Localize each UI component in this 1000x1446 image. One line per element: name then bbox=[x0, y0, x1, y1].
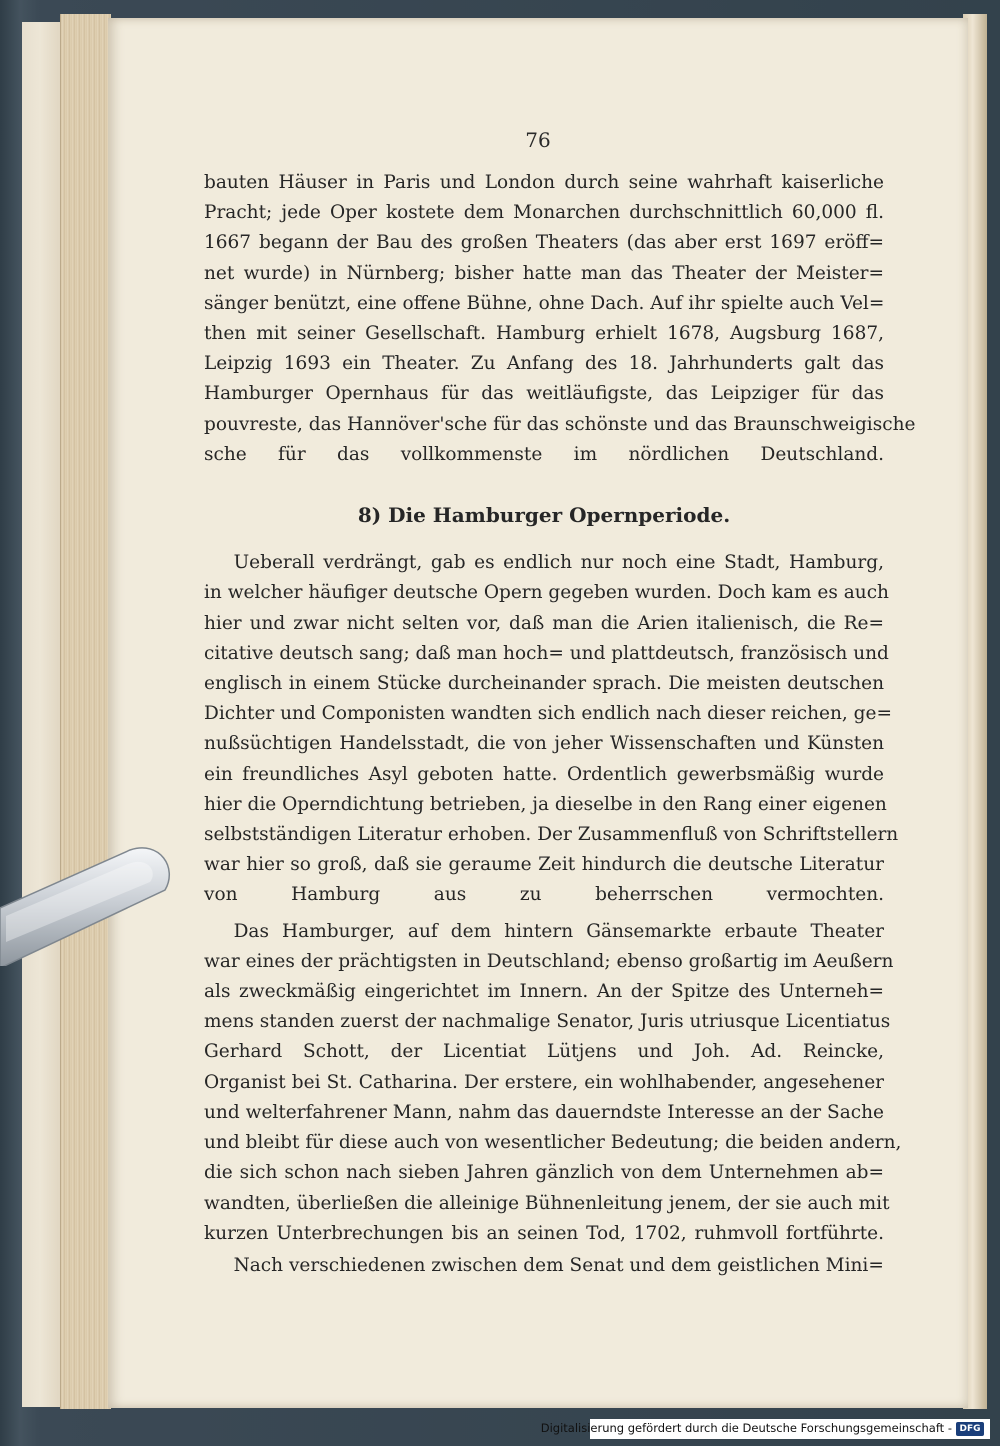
text-line: englisch in einem Stücke durcheinander sprach. Die meisten deutschen bbox=[204, 673, 884, 695]
text-line: net wurde) in Nürnberg; bisher hatte man das Theater der Meister= bbox=[204, 262, 884, 284]
text-line: wandten, überließen die alleinige Bühnenleitung jenem, der sie auch mit bbox=[204, 1192, 890, 1214]
text-line: sche für das vollkommenste im nördlichen Deutschland. bbox=[204, 443, 884, 465]
text-line: ein freundliches Asyl geboten hatte. Ordentlich gewerbsmäßig wurde bbox=[204, 763, 884, 785]
text-line: und welterfahrener Mann, nahm das dauerndste Interesse an der Sache bbox=[204, 1101, 884, 1123]
book-page-edges bbox=[60, 14, 111, 1409]
text-line: war hier so groß, daß sie geraume Zeit hindurch die deutsche Literatur bbox=[204, 854, 884, 876]
page-holder-clip bbox=[0, 846, 175, 966]
text-line: Gerhard Schott, der Licentiat Lütjens und Joh. Ad. Reincke, bbox=[204, 1041, 884, 1063]
book-page bbox=[108, 18, 968, 1408]
text-line: die sich schon nach sieben Jahren gänzlich von dem Unternehmen ab= bbox=[204, 1162, 884, 1184]
text-line: von Hamburg aus zu beherrschen vermochten. bbox=[204, 884, 884, 906]
text-line: hier und zwar nicht selten vor, daß man die Arien italienisch, die Re= bbox=[204, 612, 884, 634]
text-line: bauten Häuser in Paris und London durch seine wahrhaft kaiserliche bbox=[204, 172, 884, 193]
footer-credit: Digitalisierung gefördert durch die Deutsche Forschungsgemeinschaft - bbox=[540, 1421, 952, 1435]
text-line: war eines der prächtigsten in Deutschland; ebenso großartig im Aeußern bbox=[204, 950, 894, 972]
text-line: Nach verschiedenen zwischen dem Senat und dem geistlichen Mini= bbox=[233, 1254, 884, 1276]
text-line: 1667 begann der Bau des großen Theaters (das aber erst 1697 eröff= bbox=[204, 232, 884, 254]
page-number: 76 bbox=[525, 128, 551, 152]
text-line: Dichter und Componisten wandten sich endlich nach dieser reichen, ge= bbox=[204, 703, 892, 725]
paragraph-2 bbox=[204, 548, 899, 910]
text-line: mens standen zuerst der nachmalige Senator, Juris utriusque Licentiatus bbox=[204, 1011, 891, 1033]
text-line: Leipzig 1693 ein Theater. Zu Anfang des 18. Jahrhunderts galt das bbox=[204, 353, 884, 375]
dfg-logo-icon: DFG bbox=[956, 1422, 984, 1436]
paragraph-4 bbox=[204, 1251, 884, 1281]
text-line: nußsüchtigen Handelsstadt, die von jeher Wissenschaften und Künsten bbox=[204, 733, 884, 755]
section-heading: 8) Die Hamburger Opernperiode. bbox=[357, 503, 731, 528]
footer-bar bbox=[540, 1419, 990, 1439]
text-line: kurzen Unterbrechungen bis an seinen Tod, 1702, ruhmvoll fortführte. bbox=[204, 1222, 884, 1244]
text-line: als zweckmäßig eingerichtet im Innern. An der Spitze des Unterneh= bbox=[204, 981, 884, 1003]
text-line: pouvreste, das Hannöver'sche für das schönste und das Braunschweigische bbox=[204, 413, 916, 435]
text-line: Organist bei St. Catharina. Der erstere, ein wohlhabender, angesehener bbox=[204, 1071, 884, 1093]
text-line: Hamburger Opernhaus für das weitläufigste, das Leipziger für das bbox=[204, 383, 884, 405]
page-text-block bbox=[204, 168, 916, 1281]
text-line: citative deutsch sang; daß man hoch= und plattdeutsch, französisch und bbox=[204, 642, 889, 664]
text-line: in welcher häufiger deutsche Opern gegeben wurden. Doch kam es auch bbox=[204, 582, 889, 604]
paragraph-1 bbox=[204, 168, 916, 470]
text-line: Ueberall verdrängt, gab es endlich nur noch eine Stadt, Hamburg, bbox=[233, 552, 884, 574]
text-line: Das Hamburger, auf dem hintern Gänsemarkte erbaute Theater bbox=[233, 920, 884, 942]
text-line: und bleibt für diese auch von wesentlicher Bedeutung; die beiden andern, bbox=[204, 1132, 902, 1154]
text-line: sänger benützt, eine offene Bühne, ohne Dach. Auf ihr spielte auch Vel= bbox=[204, 292, 885, 314]
text-line: Pracht; jede Oper kostete dem Monarchen durchschnittlich 60,000 fl. bbox=[204, 202, 884, 224]
paragraph-3 bbox=[204, 917, 902, 1249]
text-line: then mit seiner Gesellschaft. Hamburg erhielt 1678, Augsburg 1687, bbox=[204, 323, 884, 345]
text-line: selbstständigen Literatur erhoben. Der Zusammenfluß von Schriftstellern bbox=[204, 824, 899, 846]
text-line: hier die Operndichtung betrieben, ja dieselbe in den Rang einer eigenen bbox=[204, 793, 887, 815]
